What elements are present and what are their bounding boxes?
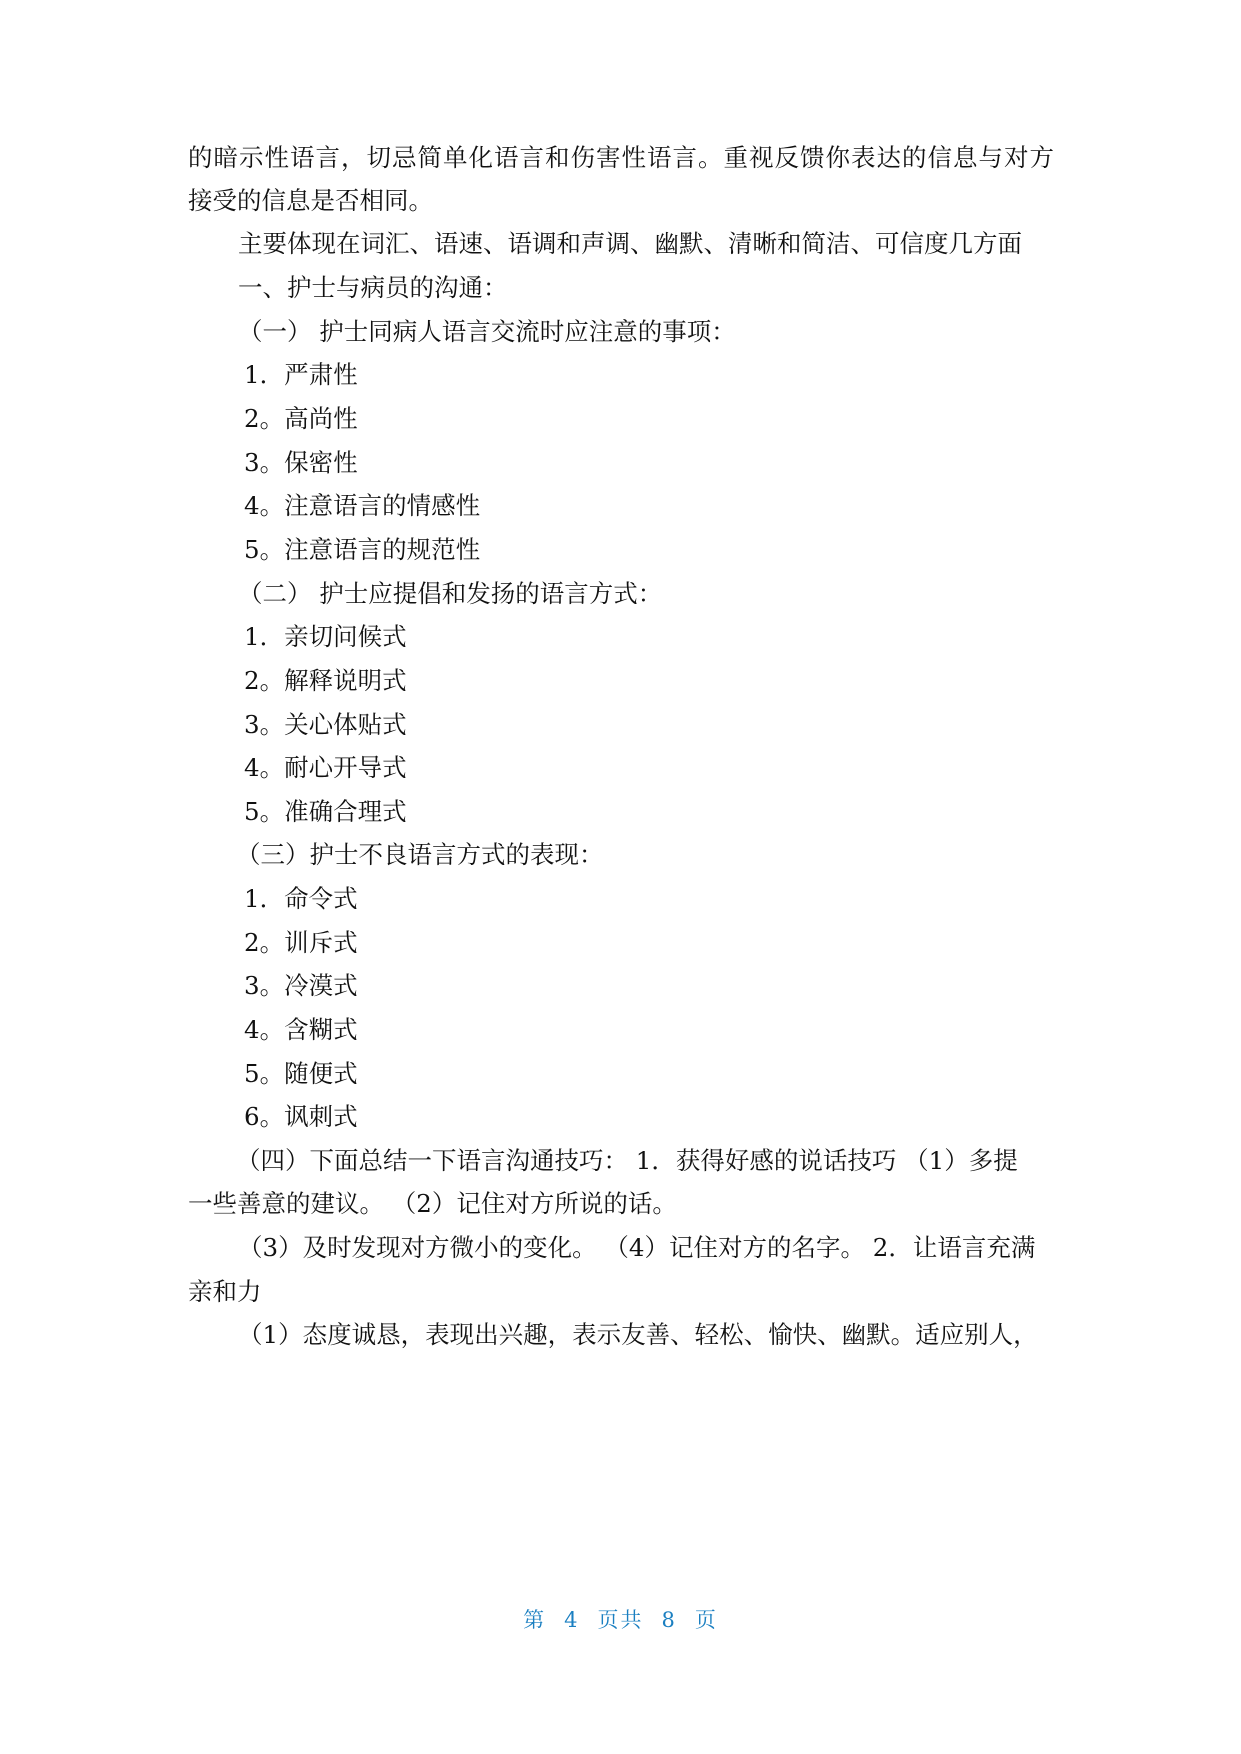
subsection-heading: （一） 护士同病人语言交流时应注意的事项： <box>238 317 736 346</box>
list-item: 5。准确合理式 <box>244 797 407 826</box>
footer-page-current: 4 <box>564 1608 580 1632</box>
list-item: 2。高尚性 <box>244 404 358 433</box>
footer-page-total: 8 <box>661 1608 677 1632</box>
paragraph-line: 一些善意的建议。 （2）记住对方所说的话。 <box>188 1189 677 1218</box>
footer-word-di: 第 <box>523 1608 547 1632</box>
page-footer <box>0 1604 1241 1634</box>
list-item: 3。冷漠式 <box>244 971 358 1000</box>
paragraph-line: （1）态度诚恳，表现出兴趣，表示友善、轻松、愉快、幽默。适应别人， <box>238 1320 1038 1349</box>
subsection-heading: （三）护士不良语言方式的表现： <box>236 840 604 869</box>
section-heading: 一、护士与病员的沟通： <box>238 273 508 302</box>
list-item: 4。含糊式 <box>244 1015 358 1044</box>
list-item: 3。关心体贴式 <box>244 710 407 739</box>
list-item: 2。解释说明式 <box>244 666 407 695</box>
paragraph-line: 接受的信息是否相同。 <box>188 186 433 215</box>
list-item: 5。随便式 <box>244 1059 358 1088</box>
footer-word-ye: 页 <box>694 1608 718 1632</box>
list-item: 1．严肃性 <box>244 360 358 389</box>
subsection-heading: （二） 护士应提倡和发扬的语言方式： <box>238 579 663 608</box>
list-item: 1．亲切问候式 <box>244 622 407 651</box>
list-item: 1．命令式 <box>244 884 358 913</box>
paragraph-line: 主要体现在词汇、语速、语调和声调、幽默、清晰和简洁、可信度几方面 <box>238 229 1022 258</box>
paragraph-line: （3）及时发现对方微小的变化。 （4）记住对方的名字。 2．让语言充满 <box>238 1233 1036 1262</box>
footer-word-ye-gong: 页共 <box>597 1608 644 1632</box>
paragraph-line: （四）下面总结一下语言沟通技巧： 1．获得好感的说话技巧 （1）多提 <box>236 1146 1018 1175</box>
list-item: 5。注意语言的规范性 <box>244 535 481 564</box>
list-item: 3。保密性 <box>244 448 358 477</box>
list-item: 6。讽刺式 <box>244 1102 358 1131</box>
list-item: 4。注意语言的情感性 <box>244 491 481 520</box>
list-item: 4。耐心开导式 <box>244 753 407 782</box>
list-item: 2。训斥式 <box>244 928 358 957</box>
paragraph-line: 的暗示性语言，切忌简单化语言和伤害性语言。重视反馈你表达的信息与对方 <box>188 143 1054 172</box>
paragraph-line: 亲和力 <box>188 1277 262 1306</box>
